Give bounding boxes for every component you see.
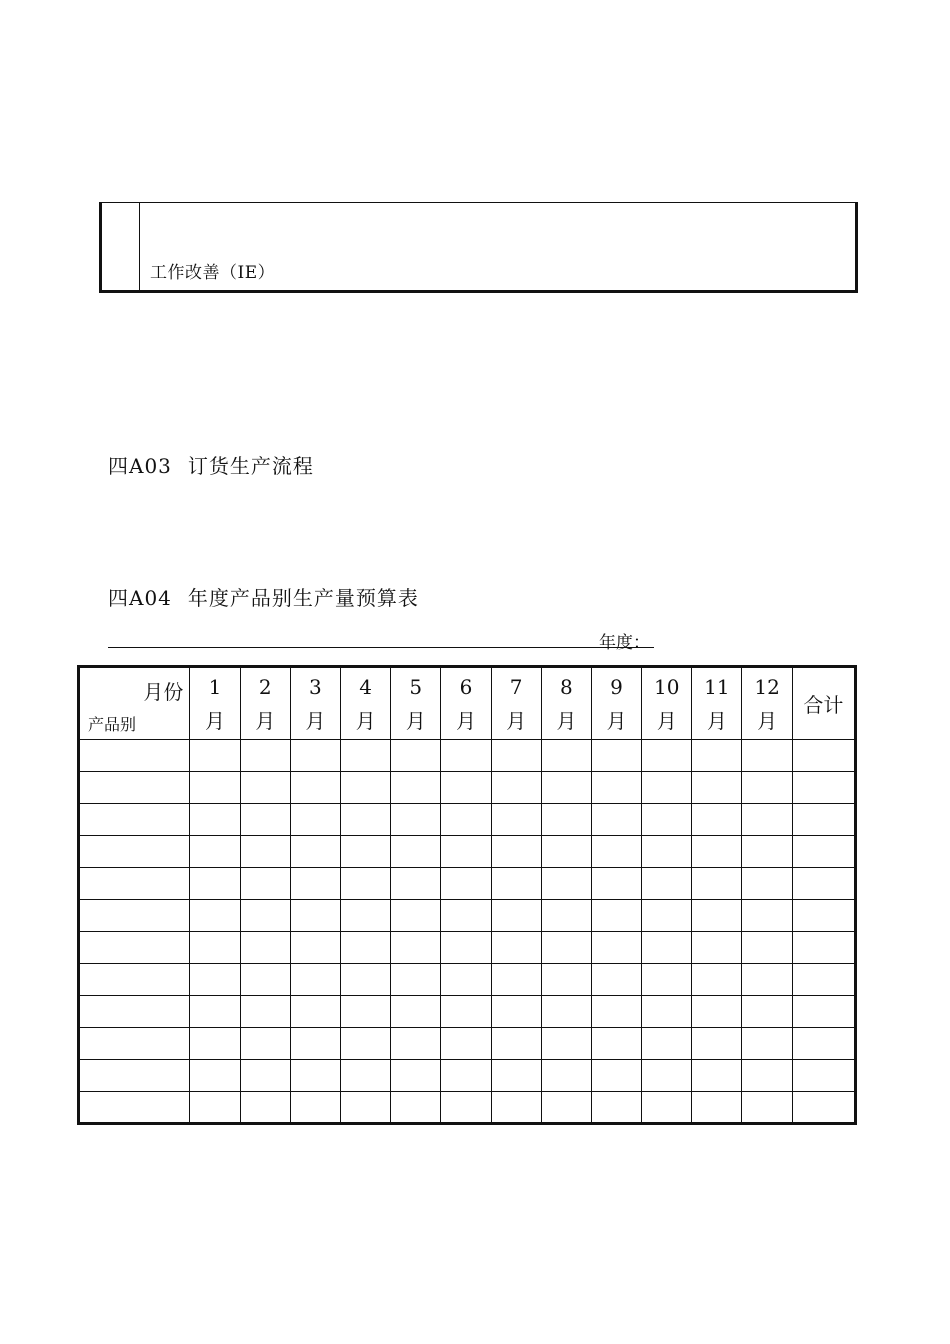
month-value-cell[interactable] <box>541 996 591 1028</box>
month-unit: 月 <box>205 708 226 733</box>
month-value-cell[interactable] <box>742 772 792 804</box>
month-value-cell[interactable] <box>742 996 792 1028</box>
month-value-cell[interactable] <box>642 996 692 1028</box>
month-value-cell[interactable] <box>240 772 290 804</box>
month-header-9 <box>591 667 641 740</box>
box-left-column <box>102 203 140 290</box>
month-value-cell[interactable] <box>491 900 541 932</box>
month-value-cell[interactable] <box>290 772 340 804</box>
month-value-cell[interactable] <box>290 1092 340 1124</box>
month-value-cell[interactable] <box>692 1092 742 1124</box>
month-value-cell[interactable] <box>591 932 641 964</box>
month-number: 5 <box>409 674 423 699</box>
month-value-cell[interactable] <box>190 1092 240 1124</box>
month-value-cell[interactable] <box>541 836 591 868</box>
month-value-cell[interactable] <box>290 836 340 868</box>
table-row <box>79 740 856 772</box>
month-value-cell[interactable] <box>290 1028 340 1060</box>
month-value-cell[interactable] <box>441 1028 491 1060</box>
year-label: 年度： <box>599 633 650 653</box>
month-value-cell[interactable] <box>190 804 240 836</box>
month-value-cell[interactable] <box>692 932 742 964</box>
corner-header-cell <box>79 667 190 740</box>
month-value-cell[interactable] <box>441 1092 491 1124</box>
table-row <box>79 964 856 996</box>
product-cell[interactable] <box>79 772 190 804</box>
month-value-cell[interactable] <box>190 964 240 996</box>
product-corner-label: 产品别 <box>88 715 137 734</box>
month-header-5 <box>391 667 441 740</box>
month-value-cell[interactable] <box>541 1092 591 1124</box>
month-value-cell[interactable] <box>491 996 541 1028</box>
month-value-cell[interactable] <box>340 1092 390 1124</box>
table-row <box>79 836 856 868</box>
month-value-cell[interactable] <box>240 868 290 900</box>
month-value-cell[interactable] <box>290 996 340 1028</box>
year-field[interactable] <box>108 628 654 653</box>
month-value-cell[interactable] <box>190 772 240 804</box>
month-value-cell[interactable] <box>491 1028 541 1060</box>
month-value-cell[interactable] <box>441 996 491 1028</box>
table-row <box>79 996 856 1028</box>
production-budget-table <box>77 665 857 1125</box>
month-number: 11 <box>704 674 730 699</box>
month-value-cell[interactable] <box>692 804 742 836</box>
month-value-cell[interactable] <box>541 740 591 772</box>
month-value-cell[interactable] <box>642 900 692 932</box>
month-value-cell[interactable] <box>692 1028 742 1060</box>
section-a03-code: 四A03 <box>108 454 172 478</box>
month-header-3 <box>290 667 340 740</box>
month-value-cell[interactable] <box>340 804 390 836</box>
month-value-cell[interactable] <box>340 772 390 804</box>
table-row <box>79 932 856 964</box>
month-value-cell[interactable] <box>491 772 541 804</box>
month-value-cell[interactable] <box>240 740 290 772</box>
month-value-cell[interactable] <box>642 1028 692 1060</box>
product-cell[interactable] <box>79 996 190 1028</box>
month-number: 1 <box>208 674 222 699</box>
month-value-cell[interactable] <box>742 1028 792 1060</box>
month-value-cell[interactable] <box>190 900 240 932</box>
month-value-cell[interactable] <box>391 1092 441 1124</box>
month-unit: 月 <box>656 708 677 733</box>
month-value-cell[interactable] <box>742 868 792 900</box>
month-value-cell[interactable] <box>240 964 290 996</box>
month-value-cell[interactable] <box>190 932 240 964</box>
month-value-cell[interactable] <box>391 1028 441 1060</box>
total-header: 合计 <box>792 667 855 740</box>
table-row <box>79 804 856 836</box>
month-value-cell[interactable] <box>290 964 340 996</box>
month-number: 10 <box>653 674 680 699</box>
month-unit: 月 <box>305 708 326 733</box>
table-row <box>79 1092 856 1124</box>
month-value-cell[interactable] <box>290 804 340 836</box>
total-cell[interactable] <box>792 836 855 868</box>
section-a04-heading <box>108 582 419 611</box>
month-value-cell[interactable] <box>591 772 641 804</box>
month-number: 8 <box>559 674 573 699</box>
work-improvement-text: 工作改善（IE） <box>150 263 276 283</box>
month-value-cell[interactable] <box>491 964 541 996</box>
product-cell[interactable] <box>79 964 190 996</box>
table-row <box>79 1028 856 1060</box>
month-number: 4 <box>359 674 372 699</box>
month-value-cell[interactable] <box>742 836 792 868</box>
month-value-cell[interactable] <box>491 932 541 964</box>
month-value-cell[interactable] <box>541 1060 591 1092</box>
month-value-cell[interactable] <box>290 1060 340 1092</box>
month-value-cell[interactable] <box>541 932 591 964</box>
total-cell[interactable] <box>792 1060 855 1092</box>
month-value-cell[interactable] <box>491 1060 541 1092</box>
total-cell[interactable] <box>792 868 855 900</box>
month-value-cell[interactable] <box>642 804 692 836</box>
total-cell[interactable] <box>792 772 855 804</box>
month-value-cell[interactable] <box>391 868 441 900</box>
month-unit: 月 <box>606 708 627 733</box>
month-value-cell[interactable] <box>541 804 591 836</box>
month-number: 6 <box>459 674 473 699</box>
month-value-cell[interactable] <box>491 804 541 836</box>
month-value-cell[interactable] <box>391 996 441 1028</box>
month-unit: 月 <box>556 708 577 733</box>
month-value-cell[interactable] <box>642 964 692 996</box>
month-value-cell[interactable] <box>240 1028 290 1060</box>
work-improvement-box <box>99 202 858 293</box>
month-header-11 <box>692 667 742 740</box>
month-value-cell[interactable] <box>441 964 491 996</box>
month-value-cell[interactable] <box>240 1092 290 1124</box>
month-value-cell[interactable] <box>742 932 792 964</box>
month-value-cell[interactable] <box>441 1060 491 1092</box>
month-unit: 月 <box>455 708 476 733</box>
month-header-10 <box>642 667 692 740</box>
total-cell[interactable] <box>792 740 855 772</box>
month-value-cell[interactable] <box>340 932 390 964</box>
month-value-cell[interactable] <box>491 1092 541 1124</box>
month-header-1 <box>190 667 240 740</box>
month-header-4 <box>340 667 390 740</box>
month-number: 9 <box>610 674 623 699</box>
month-value-cell[interactable] <box>190 868 240 900</box>
month-unit: 月 <box>706 708 727 733</box>
month-value-cell[interactable] <box>391 772 441 804</box>
month-value-cell[interactable] <box>742 1092 792 1124</box>
month-value-cell[interactable] <box>290 900 340 932</box>
month-value-cell[interactable] <box>441 932 491 964</box>
product-cell[interactable] <box>79 804 190 836</box>
month-value-cell[interactable] <box>491 868 541 900</box>
product-cell[interactable] <box>79 1028 190 1060</box>
month-value-cell[interactable] <box>391 836 441 868</box>
month-value-cell[interactable] <box>692 868 742 900</box>
month-value-cell[interactable] <box>591 868 641 900</box>
month-value-cell[interactable] <box>591 836 641 868</box>
month-value-cell[interactable] <box>541 964 591 996</box>
month-value-cell[interactable] <box>491 836 541 868</box>
month-header-12 <box>742 667 792 740</box>
total-cell[interactable] <box>792 1092 855 1124</box>
month-value-cell[interactable] <box>340 836 390 868</box>
month-value-cell[interactable] <box>742 900 792 932</box>
month-value-cell[interactable] <box>541 900 591 932</box>
table-row <box>79 772 856 804</box>
month-unit: 月 <box>506 708 527 733</box>
table-row <box>79 868 856 900</box>
month-value-cell[interactable] <box>642 836 692 868</box>
month-value-cell[interactable] <box>541 772 591 804</box>
month-value-cell[interactable] <box>642 1060 692 1092</box>
total-cell[interactable] <box>792 964 855 996</box>
month-value-cell[interactable] <box>591 964 641 996</box>
month-value-cell[interactable] <box>692 900 742 932</box>
month-value-cell[interactable] <box>190 996 240 1028</box>
month-header-2 <box>240 667 290 740</box>
month-value-cell[interactable] <box>290 868 340 900</box>
month-value-cell[interactable] <box>692 996 742 1028</box>
month-value-cell[interactable] <box>541 1028 591 1060</box>
month-value-cell[interactable] <box>642 868 692 900</box>
month-value-cell[interactable] <box>240 932 290 964</box>
month-value-cell[interactable] <box>642 772 692 804</box>
month-value-cell[interactable] <box>240 1060 290 1092</box>
month-value-cell[interactable] <box>391 1060 441 1092</box>
month-number: 2 <box>258 674 272 699</box>
month-value-cell[interactable] <box>642 1092 692 1124</box>
month-value-cell[interactable] <box>190 836 240 868</box>
month-value-cell[interactable] <box>692 772 742 804</box>
section-a03-title: 订货生产流程 <box>187 454 314 478</box>
month-value-cell[interactable] <box>441 868 491 900</box>
month-value-cell[interactable] <box>240 836 290 868</box>
month-value-cell[interactable] <box>591 1060 641 1092</box>
product-cell[interactable] <box>79 1092 190 1124</box>
product-cell[interactable] <box>79 1060 190 1092</box>
month-value-cell[interactable] <box>391 804 441 836</box>
month-value-cell[interactable] <box>391 964 441 996</box>
month-value-cell[interactable] <box>742 804 792 836</box>
month-value-cell[interactable] <box>340 868 390 900</box>
month-corner-label: 月份 <box>143 680 184 704</box>
month-value-cell[interactable] <box>742 1060 792 1092</box>
month-value-cell[interactable] <box>340 740 390 772</box>
product-cell[interactable] <box>79 900 190 932</box>
total-cell[interactable] <box>792 996 855 1028</box>
month-value-cell[interactable] <box>692 740 742 772</box>
section-a04-title: 年度产品别生产量预算表 <box>187 586 419 610</box>
month-value-cell[interactable] <box>441 836 491 868</box>
month-value-cell[interactable] <box>391 900 441 932</box>
product-cell[interactable] <box>79 932 190 964</box>
month-header-6 <box>441 667 491 740</box>
total-cell[interactable] <box>792 900 855 932</box>
month-value-cell[interactable] <box>441 804 491 836</box>
table-header-row <box>79 667 856 740</box>
total-cell[interactable] <box>792 804 855 836</box>
month-value-cell[interactable] <box>441 740 491 772</box>
month-value-cell[interactable] <box>190 740 240 772</box>
month-unit: 月 <box>355 708 376 733</box>
product-cell[interactable] <box>79 868 190 900</box>
month-number: 12 <box>754 674 780 699</box>
month-value-cell[interactable] <box>591 1028 641 1060</box>
month-value-cell[interactable] <box>692 1060 742 1092</box>
month-value-cell[interactable] <box>692 836 742 868</box>
month-value-cell[interactable] <box>340 964 390 996</box>
month-value-cell[interactable] <box>340 1028 390 1060</box>
month-value-cell[interactable] <box>391 932 441 964</box>
total-cell[interactable] <box>792 1028 855 1060</box>
month-value-cell[interactable] <box>240 804 290 836</box>
month-unit: 月 <box>405 708 426 733</box>
section-a03-heading <box>108 450 314 479</box>
section-a04-code: 四A04 <box>108 586 172 610</box>
month-value-cell[interactable] <box>692 964 742 996</box>
month-value-cell[interactable] <box>391 740 441 772</box>
total-cell[interactable] <box>792 932 855 964</box>
month-value-cell[interactable] <box>290 740 340 772</box>
month-value-cell[interactable] <box>591 996 641 1028</box>
table-row <box>79 900 856 932</box>
month-value-cell[interactable] <box>591 900 641 932</box>
month-number: 7 <box>509 674 523 699</box>
month-value-cell[interactable] <box>340 1060 390 1092</box>
month-value-cell[interactable] <box>742 740 792 772</box>
month-unit: 月 <box>757 708 778 733</box>
month-value-cell[interactable] <box>591 740 641 772</box>
month-header-8 <box>541 667 591 740</box>
month-unit: 月 <box>255 708 276 733</box>
month-value-cell[interactable] <box>441 900 491 932</box>
month-value-cell[interactable] <box>240 996 290 1028</box>
month-value-cell[interactable] <box>340 900 390 932</box>
month-value-cell[interactable] <box>491 740 541 772</box>
table-row <box>79 1060 856 1092</box>
month-value-cell[interactable] <box>642 932 692 964</box>
month-value-cell[interactable] <box>441 772 491 804</box>
month-value-cell[interactable] <box>541 868 591 900</box>
month-value-cell[interactable] <box>190 1060 240 1092</box>
month-value-cell[interactable] <box>742 964 792 996</box>
month-value-cell[interactable] <box>240 900 290 932</box>
month-value-cell[interactable] <box>642 740 692 772</box>
month-value-cell[interactable] <box>591 804 641 836</box>
month-number: 3 <box>309 674 322 699</box>
month-value-cell[interactable] <box>591 1092 641 1124</box>
product-cell[interactable] <box>79 740 190 772</box>
month-header-7 <box>491 667 541 740</box>
month-value-cell[interactable] <box>290 932 340 964</box>
month-value-cell[interactable] <box>340 996 390 1028</box>
month-value-cell[interactable] <box>190 1028 240 1060</box>
product-cell[interactable] <box>79 836 190 868</box>
